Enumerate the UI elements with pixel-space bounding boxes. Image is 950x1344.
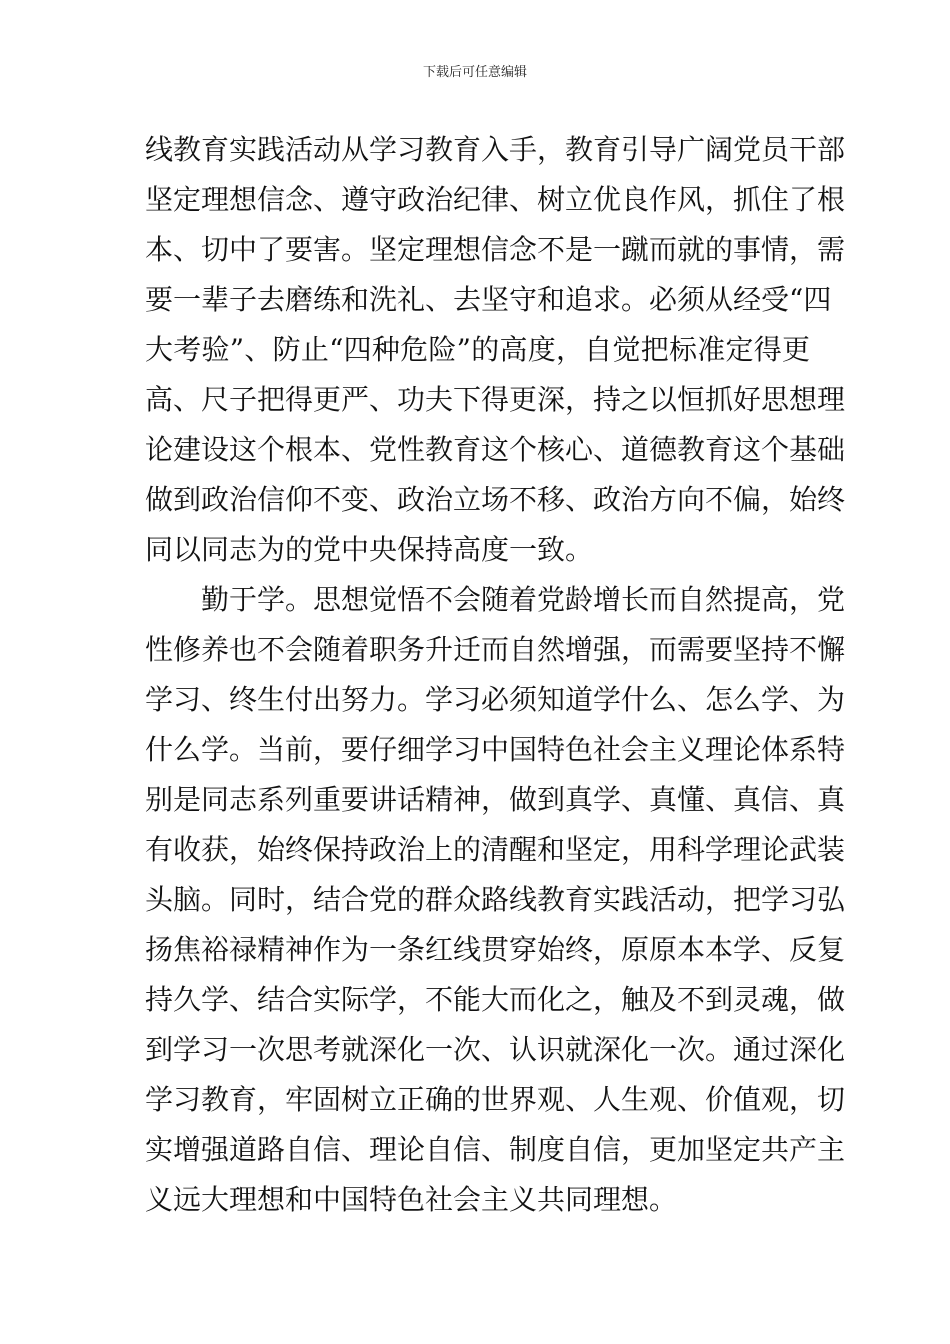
paragraph-start-line: 勤于学。思想觉悟不会随着党龄增长而自然提高，党 [201,583,846,616]
text-line: 什么学。当前，要仔细学习中国特色社会主义理论体系特 [145,733,846,766]
text-line: 实增强道路自信、理论自信、制度自信，更加坚定共产主 [145,1133,846,1166]
text-line: 大考验”、防止“四种危险”的高度，自觉把标准定得更 [145,333,810,366]
document-body [145,125,846,1225]
paragraph-end-line: 同以同志为的党中央保持高度一致。 [145,533,594,566]
text-line: 本、切中了要害。坚定理想信念不是一蹴而就的事情，需 [145,233,846,266]
paragraph-end-line: 义远大理想和中国特色社会主义共同理想。 [145,1183,678,1216]
text-line: 要一辈子去磨练和洗礼、去坚守和追求。必须从经受“四 [145,283,832,316]
text-line: 头脑。同时，结合党的群众路线教育实践活动，把学习弘 [145,883,846,916]
text-line: 坚定理想信念、遵守政治纪律、树立优良作风，抓住了根 [145,183,846,216]
text-line: 学习教育，牢固树立正确的世界观、人生观、价值观，切 [145,1083,846,1116]
text-line: 学习、终生付出努力。学习必须知道学什么、怎么学、为 [145,683,846,716]
text-line: 持久学、结合实际学，不能大而化之，触及不到灵魂，做 [145,983,846,1016]
text-line: 做到政治信仰不变、政治立场不移、政治方向不偏，始终 [145,483,846,516]
text-line: 线教育实践活动从学习教育入手，教育引导广阔党员干部 [145,133,846,166]
text-line: 高、尺子把得更严、功夫下得更深，持之以恒抓好思想理 [145,383,846,416]
text-line: 扬焦裕禄精神作为一条红线贯穿始终，原原本本学、反复 [145,933,846,966]
text-line: 别是同志系列重要讲话精神，做到真学、真懂、真信、真 [145,783,846,816]
page-header: 下载后可任意编辑 [422,65,527,80]
text-line: 论建设这个根本、党性教育这个核心、道德教育这个基础 [145,433,846,466]
text-line: 到学习一次思考就深化一次、认识就深化一次。通过深化 [145,1033,846,1066]
text-line: 性修养也不会随着职务升迁而自然增强，而需要坚持不懈 [145,633,846,666]
text-line: 有收获，始终保持政治上的清醒和坚定，用科学理论武装 [145,833,846,866]
